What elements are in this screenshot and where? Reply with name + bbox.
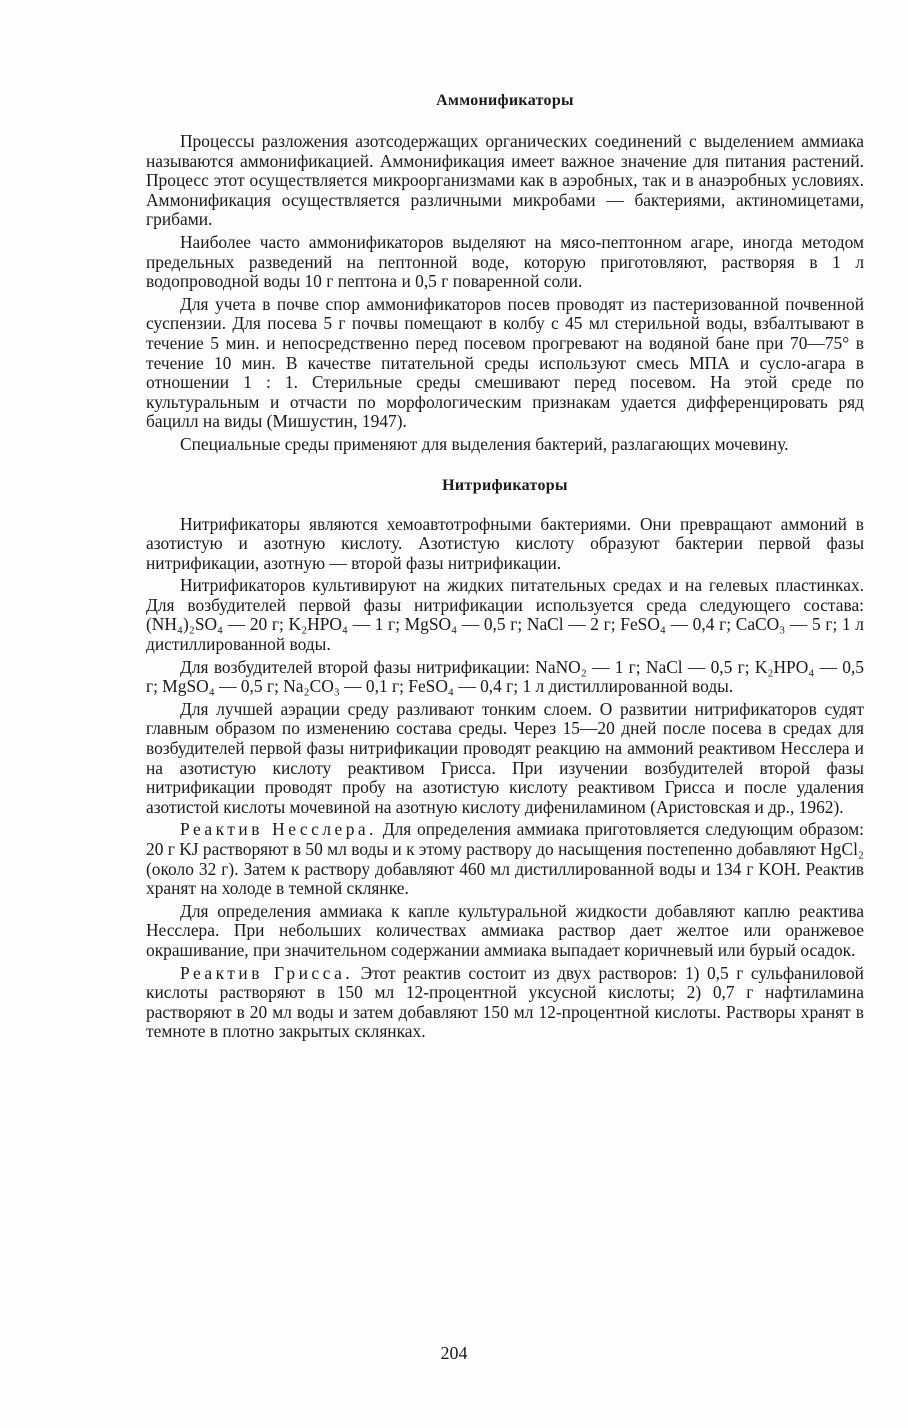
reagent-paragraph-griess (146, 964, 864, 1042)
section-title-ammonifiers: Аммонификаторы (436, 92, 574, 109)
paragraph: Наиболее часто аммонификаторов выделяют на мясо-пептонном агаре, иногда методом предельных разведений на пептонной воде, которую приготовляют, растворяя в 1 л водопроводной воды 10 г пептона и 0,5 г поваренной соли. (146, 231, 864, 292)
paragraph: Нитрификаторы являются хемоавтотрофными бактериями. Они превращают аммоний в азотистую и азотную кислоту. Азотистую кислоту образуют бактерии первой фазы нитрификации, азотную — второй фазы нитрификации. (146, 513, 864, 573)
reagent-paragraph-nessler (146, 820, 864, 898)
page-number: 204 (440, 1343, 468, 1363)
section-title-nitrifiers: Нитрификаторы (442, 476, 568, 494)
reagent-text: Для определения аммиака к капле культуральной жидкости добавляют каплю реактива Несслера. При небольших количествах аммиака раствор дает желтое или оранжевое окрашивание, при значительном содержании аммиака выпадает коричневый или бурый осадок. (146, 900, 864, 960)
paragraph: Специальные среды применяют для выделения бактерий, разлагающих мочевину. (180, 433, 789, 454)
reagent-name-griess: Реактив Грисса. (180, 962, 354, 983)
paragraph: Нитрификаторов культивируют на жидких питательных средах и на гелевых пластинках. Для возбудителей первой фазы нитрификации используется среда следующего состава: (NH₄)₂SO₄ — 20 г; K₂HPO₄ — 1 г; MgSO₄ — 0,5 г; NaCl — 2 г; FeSO₄ — 0,4 г; CaCO₃ — 5 г; 1 л дистиллированной воды. (146, 575, 864, 655)
paragraph: Процессы разложения азотсодержащих органических соединений с выделением аммиака называются аммонификацией. Аммонификация имеет важное значение для питания растений. Процесс этот осуществляется микроорганизмами как в аэробных, так и в анаэробных условиях. Аммонификация осуществляется различными микробами — бактериями, актиномицетами, грибами. (146, 131, 864, 230)
paragraph: Для учета в почве спор аммонификаторов посев проводят из пастеризованной почвенной суспензии. Для посева 5 г почвы помещают в колбу с 45 мл стерильной воды, взбалтывают в течение 5 мин. и непосредственно перед посевом прогревают на водяной бане при 70—75° в течение 10 мин. В качестве питательной среды используют смесь МПА и сусло-агара в отношении 1 : 1. Стерильные среды смешивают перед посевом. На этой среде по культуральным и отчасти по морфологическим признакам удается дифференцировать ряд бацилл на виды (Мишустин, 1947). (146, 293, 864, 432)
paragraph: Для лучшей аэрации среду разливают тонким слоем. О развитии нитрификаторов судят главным образом по изменению состава среды. Через 15—20 дней после посева в средах для возбудителей первой фазы нитрификации проводят реакцию на аммоний реактивом Несслера и на азотистую кислоту реактивом Грисса. При изучении возбудителей второй фазы нитрификации проводят пробу на азотистую кислоту реактивом Грисса и после удаления азотистой кислоты мочевиной на азотную кислоту дифениламином (Аристовская и др., 1962). (146, 698, 864, 817)
reagent-text: Этот реактив состоит из двух растворов: 1) 0,5 г сульфаниловой кислоты растворяют в 150 мл 12-процентной уксусной кислоты; 2) 0,7 г нафтиламина растворяют в 20 мл воды и затем добавляют 150 мл 12-процентной кислоты. Растворы хранят в темноте в плотно закрытых склянках. (146, 962, 864, 1042)
paragraph: Для возбудителей второй фазы нитрификации: NaNO₂ — 1 г; NaCl — 0,5 г; K₂HPO₄ — 0,5 г; MgSO₄ — 0,5 г; Na₂CO₃ — 0,1 г; FeSO₄ — 0,4 г; 1 л дистиллированной воды. (146, 656, 864, 697)
reagent-paragraph-ammonia-test (146, 902, 864, 961)
page-content (146, 92, 864, 1045)
reagent-name-nessler: Реактив Несслера. (180, 819, 377, 840)
reagent-text: Для определения аммиака приготовляется следующим образом: 20 г KJ растворяют в 50 мл воды и к этому раствору до насыщения постепенно добавляют HgCl₂ (около 32 г). Затем к раствору добавляют 460 мл дистиллированной воды и 134 г KOH. Реактив хранят на холоде в темной склянке. (146, 819, 864, 899)
